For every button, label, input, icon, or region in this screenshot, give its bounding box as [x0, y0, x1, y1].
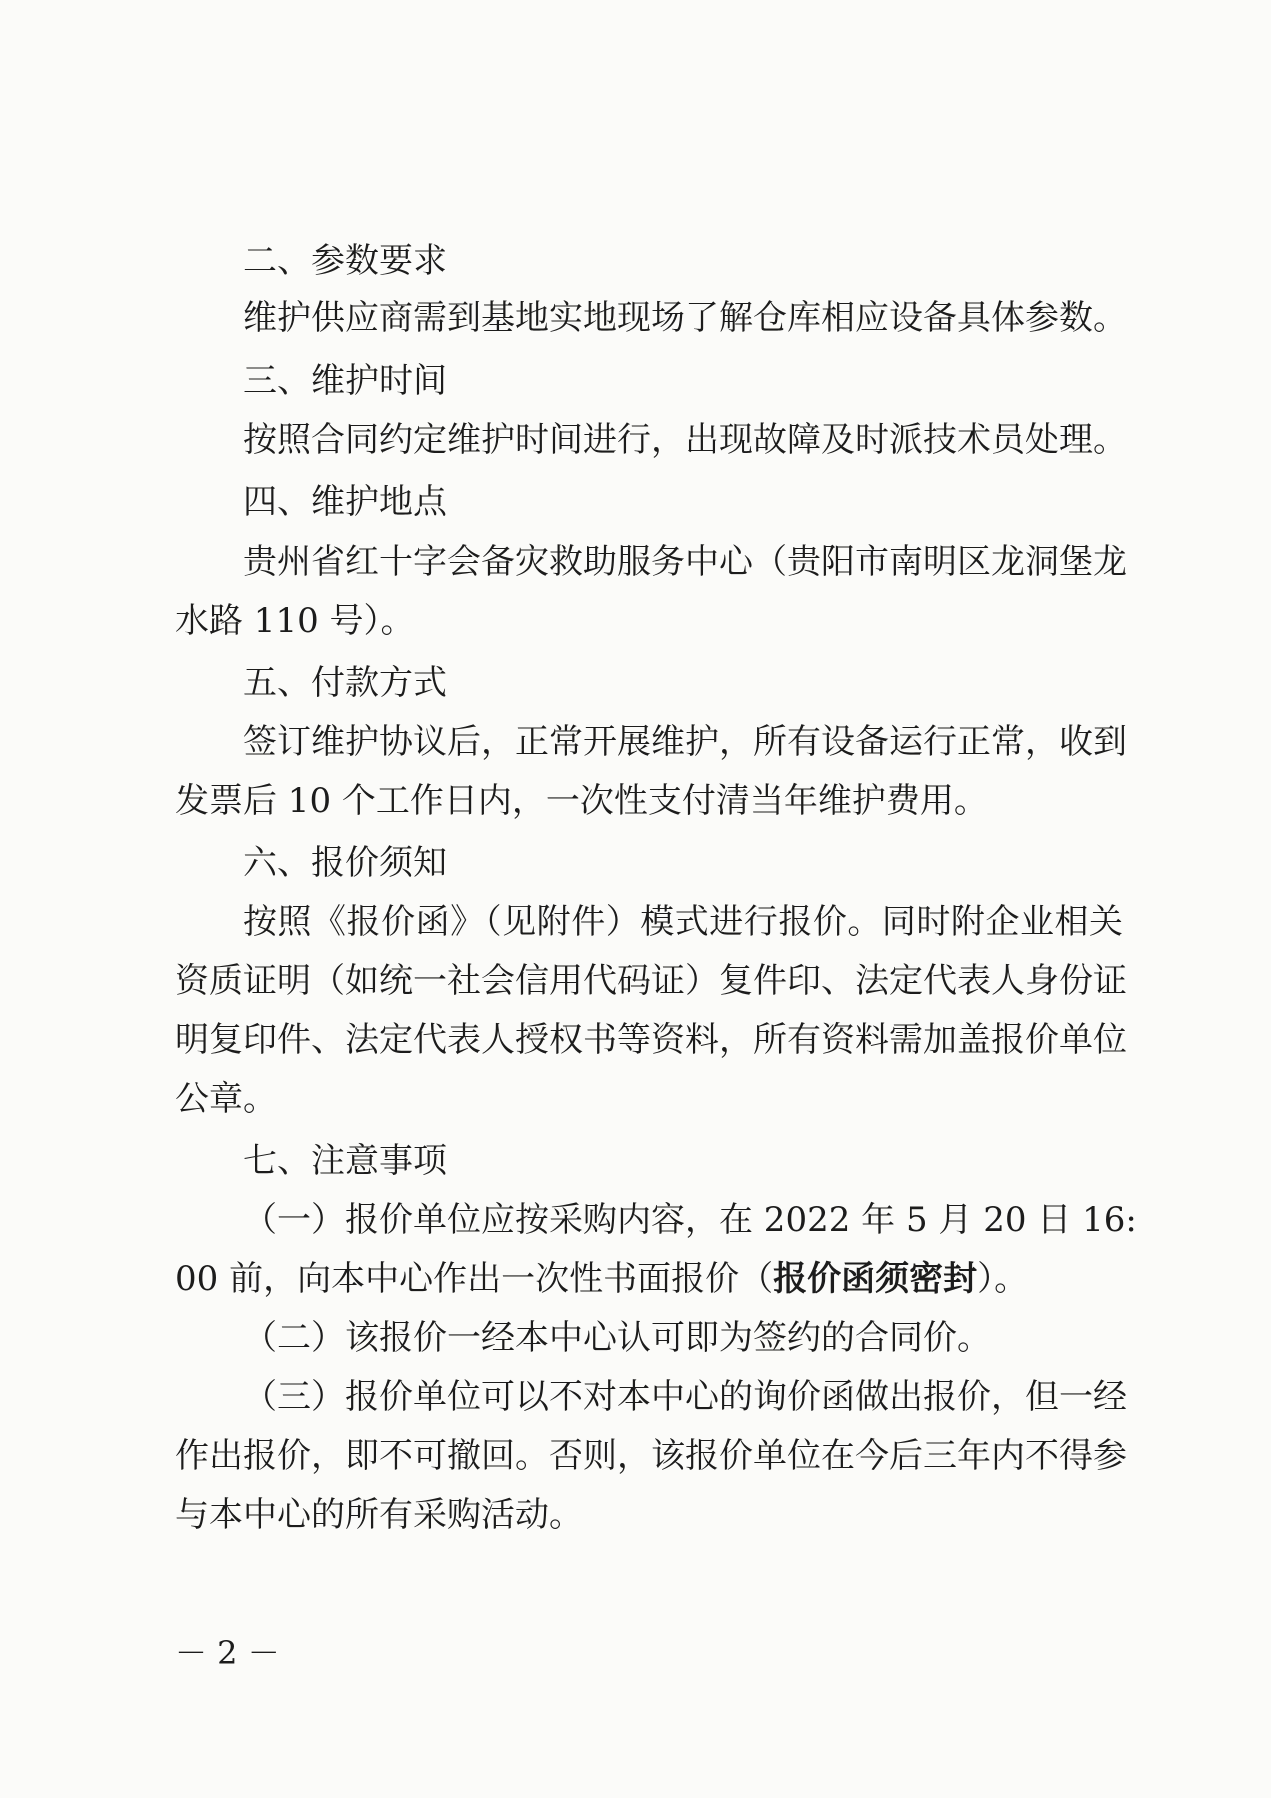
section-heading-maintenance-location: 四、维护地点 — [243, 482, 447, 522]
section-heading-payment: 五、付款方式 — [243, 663, 447, 703]
paragraph-line: 与本中心的所有采购活动。 — [175, 1495, 583, 1535]
paragraph-line: 贵州省红十字会备灾救助服务中心（贵阳市南明区龙洞堡龙 — [243, 542, 1127, 582]
paragraph-line: 按照合同约定维护时间进行，出现故障及时派技术员处理。 — [243, 420, 1127, 460]
page-number: － 2 － — [175, 1634, 280, 1672]
paragraph-line: 水路 110 号）。 — [175, 601, 415, 641]
paragraph-line: 维护供应商需到基地实地现场了解仓库相应设备具体参数。 — [243, 298, 1127, 338]
paragraph-line — [175, 1249, 1028, 1309]
paragraph-line: 明复印件、法定代表人授权书等资料，所有资料需加盖报价单位 — [175, 1020, 1127, 1060]
section-heading-maintenance-time: 三、维护时间 — [243, 361, 447, 401]
paragraph-line: 按照《报价函》（见附件）模式进行报价。同时附企业相关 — [243, 902, 1123, 942]
paragraph-line: 发票后 10 个工作日内，一次性支付清当年维护费用。 — [175, 781, 988, 821]
paragraph-line: 资质证明（如统一社会信用代码证）复件印、法定代表人身份证 — [175, 961, 1127, 1001]
paragraph-line: 作出报价，即不可撤回。否则，该报价单位在今后三年内不得参 — [175, 1436, 1127, 1476]
paragraph-line: （三）报价单位可以不对本中心的询价函做出报价，但一经 — [243, 1377, 1127, 1417]
paragraph-line: 签订维护协议后，正常开展维护，所有设备运行正常，收到 — [243, 722, 1127, 762]
section-heading-quotation-notice: 六、报价须知 — [243, 843, 447, 883]
paragraph-line: （一）报价单位应按采购内容，在 2022 年 5 月 20 日 16: — [243, 1200, 1137, 1240]
section-heading-notes: 七、注意事项 — [243, 1141, 447, 1181]
text-segment: ）。 — [977, 1259, 1029, 1299]
paragraph-line: 公章。 — [175, 1079, 277, 1119]
section-heading-parameters: 二、参数要求 — [243, 241, 447, 281]
paragraph-line: （二）该报价一经本中心认可即为签约的合同价。 — [243, 1318, 991, 1358]
bold-emphasis: 报价函须密封 — [773, 1259, 978, 1299]
text-segment: 00 前，向本中心作出一次性书面报价（ — [175, 1259, 774, 1299]
